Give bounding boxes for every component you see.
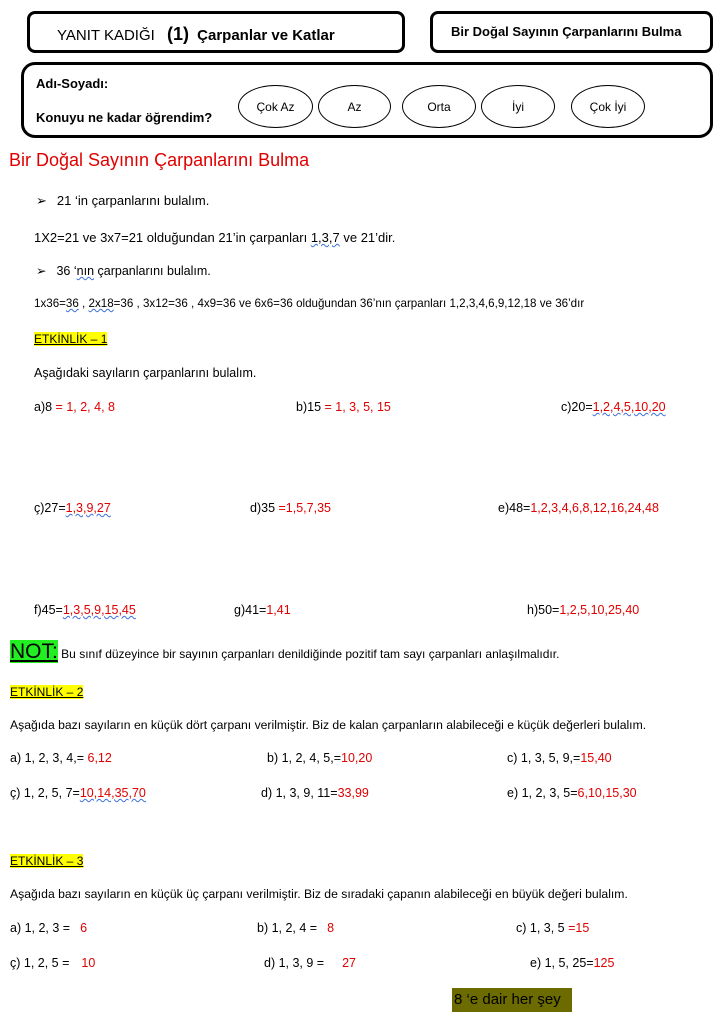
etkinlik1-label: ETKİNLİK – 1 <box>34 332 108 346</box>
e2-item-cc: ç) 1, 2, 5, 7=10,14,35,70 <box>10 786 146 800</box>
etkinlik3-label: ETKİNLİK – 3 <box>10 854 84 868</box>
etkinlik2-label: ETKİNLİK – 2 <box>10 685 84 699</box>
e1-item-h: h)50=1,2,5,10,25,40 <box>527 603 640 617</box>
header-left-title: YANIT KADIĞI (1) Çarpanlar ve Katlar <box>57 24 335 44</box>
e1-item-f: f)45=1,3,5,9,15,45 <box>34 603 136 617</box>
e3-item-a: a) 1, 2, 3 = 6 <box>10 921 88 935</box>
note-line: NOT: Bu sınıf düzeyince bir sayının çarpanları denildiğinde pozitif tam sayı çarpanları anlaşılmalıdır. <box>10 640 560 663</box>
e3-item-e: e) 1, 5, 25=125 <box>530 956 615 970</box>
e1-item-cc: ç)27=1,3,9,27 <box>34 501 111 515</box>
example2-bullet: ➢ 36 ‘nın çarpanlarını bulalım. <box>36 264 211 278</box>
rating-iyi[interactable]: İyi <box>481 85 555 128</box>
e1-item-e: e)48=1,2,3,4,6,8,12,16,24,48 <box>498 501 659 515</box>
e3-item-d: d) 1, 3, 9 = 27 <box>264 956 357 970</box>
etkinlik3-instruction: Aşağıda bazı sayıların en küçük üç çarpanı verilmiştir. Biz de sıradaki çapanın alabileceği en büyük değeri bulalım. <box>10 887 628 901</box>
example2-text: 1x36=36 , 2x18=36 , 3x12=36 , 4x9=36 ve 6x6=36 olduğundan 36’nın çarpanları 1,2,3,4,6,9,12,18 ve 36’dır <box>34 297 585 310</box>
e2-item-e: e) 1, 2, 3, 5=6,10,15,30 <box>507 786 637 800</box>
e1-item-c: c)20=1,2,4,5,10,20 <box>561 400 666 414</box>
e2-item-b: b) 1, 2, 4, 5,=10,20 <box>267 751 373 765</box>
e3-item-c: c) 1, 3, 5 =15 <box>516 921 590 935</box>
rating-orta[interactable]: Orta <box>402 85 476 128</box>
e1-item-a: a)8 = 1, 2, 4, 8 <box>34 400 115 414</box>
rating-az[interactable]: Az <box>318 85 391 128</box>
e3-item-b: b) 1, 2, 4 = 8 <box>257 921 335 935</box>
header-right-box <box>430 11 713 53</box>
footer-tag: 8 ‘e dair her şey <box>452 988 572 1012</box>
example1-bullet: ➢ 21 ‘in çarpanlarını bulalım. <box>36 193 210 208</box>
header-left-box <box>27 11 405 53</box>
e3-item-cc: ç) 1, 2, 5 = 10 <box>10 956 96 970</box>
e2-item-c: c) 1, 3, 5, 9,=15,40 <box>507 751 612 765</box>
page-title: Bir Doğal Sayının Çarpanlarını Bulma <box>9 150 310 170</box>
etkinlik2-instruction: Aşağıda bazı sayıların en küçük dört çarpanı verilmiştir. Biz de kalan çarpanların alabileceği e küçük değerleri bulalım. <box>10 718 647 732</box>
e1-item-g: g)41=1,41 <box>234 603 291 617</box>
rating-cok-iyi[interactable]: Çok İyi <box>571 85 645 128</box>
header-right-title: Bir Doğal Sayının Çarpanlarını Bulma <box>451 24 682 39</box>
arrow-bullet-icon: ➢ <box>36 193 47 208</box>
e2-item-a: a) 1, 2, 3, 4,= 6,12 <box>10 751 112 765</box>
name-label: Adı-Soyadı: <box>36 76 109 91</box>
example1-text: 1X2=21 ve 3x7=21 olduğundan 21’in çarpanları 1,3,7 ve 21’dir. <box>34 230 396 245</box>
self-assessment-question: Konuyu ne kadar öğrendim? <box>36 110 213 125</box>
e2-item-d: d) 1, 3, 9, 11=33,99 <box>261 786 369 800</box>
rating-cok-az[interactable]: Çok Az <box>238 85 313 128</box>
arrow-bullet-icon: ➢ <box>36 264 47 278</box>
e1-item-b: b)15 = 1, 3, 5, 15 <box>296 400 391 414</box>
e1-item-d: d)35 =1,5,7,35 <box>250 501 331 515</box>
note-label: NOT: <box>10 640 58 663</box>
etkinlik1-instruction: Aşağıdaki sayıların çarpanlarını bulalım. <box>34 366 257 380</box>
